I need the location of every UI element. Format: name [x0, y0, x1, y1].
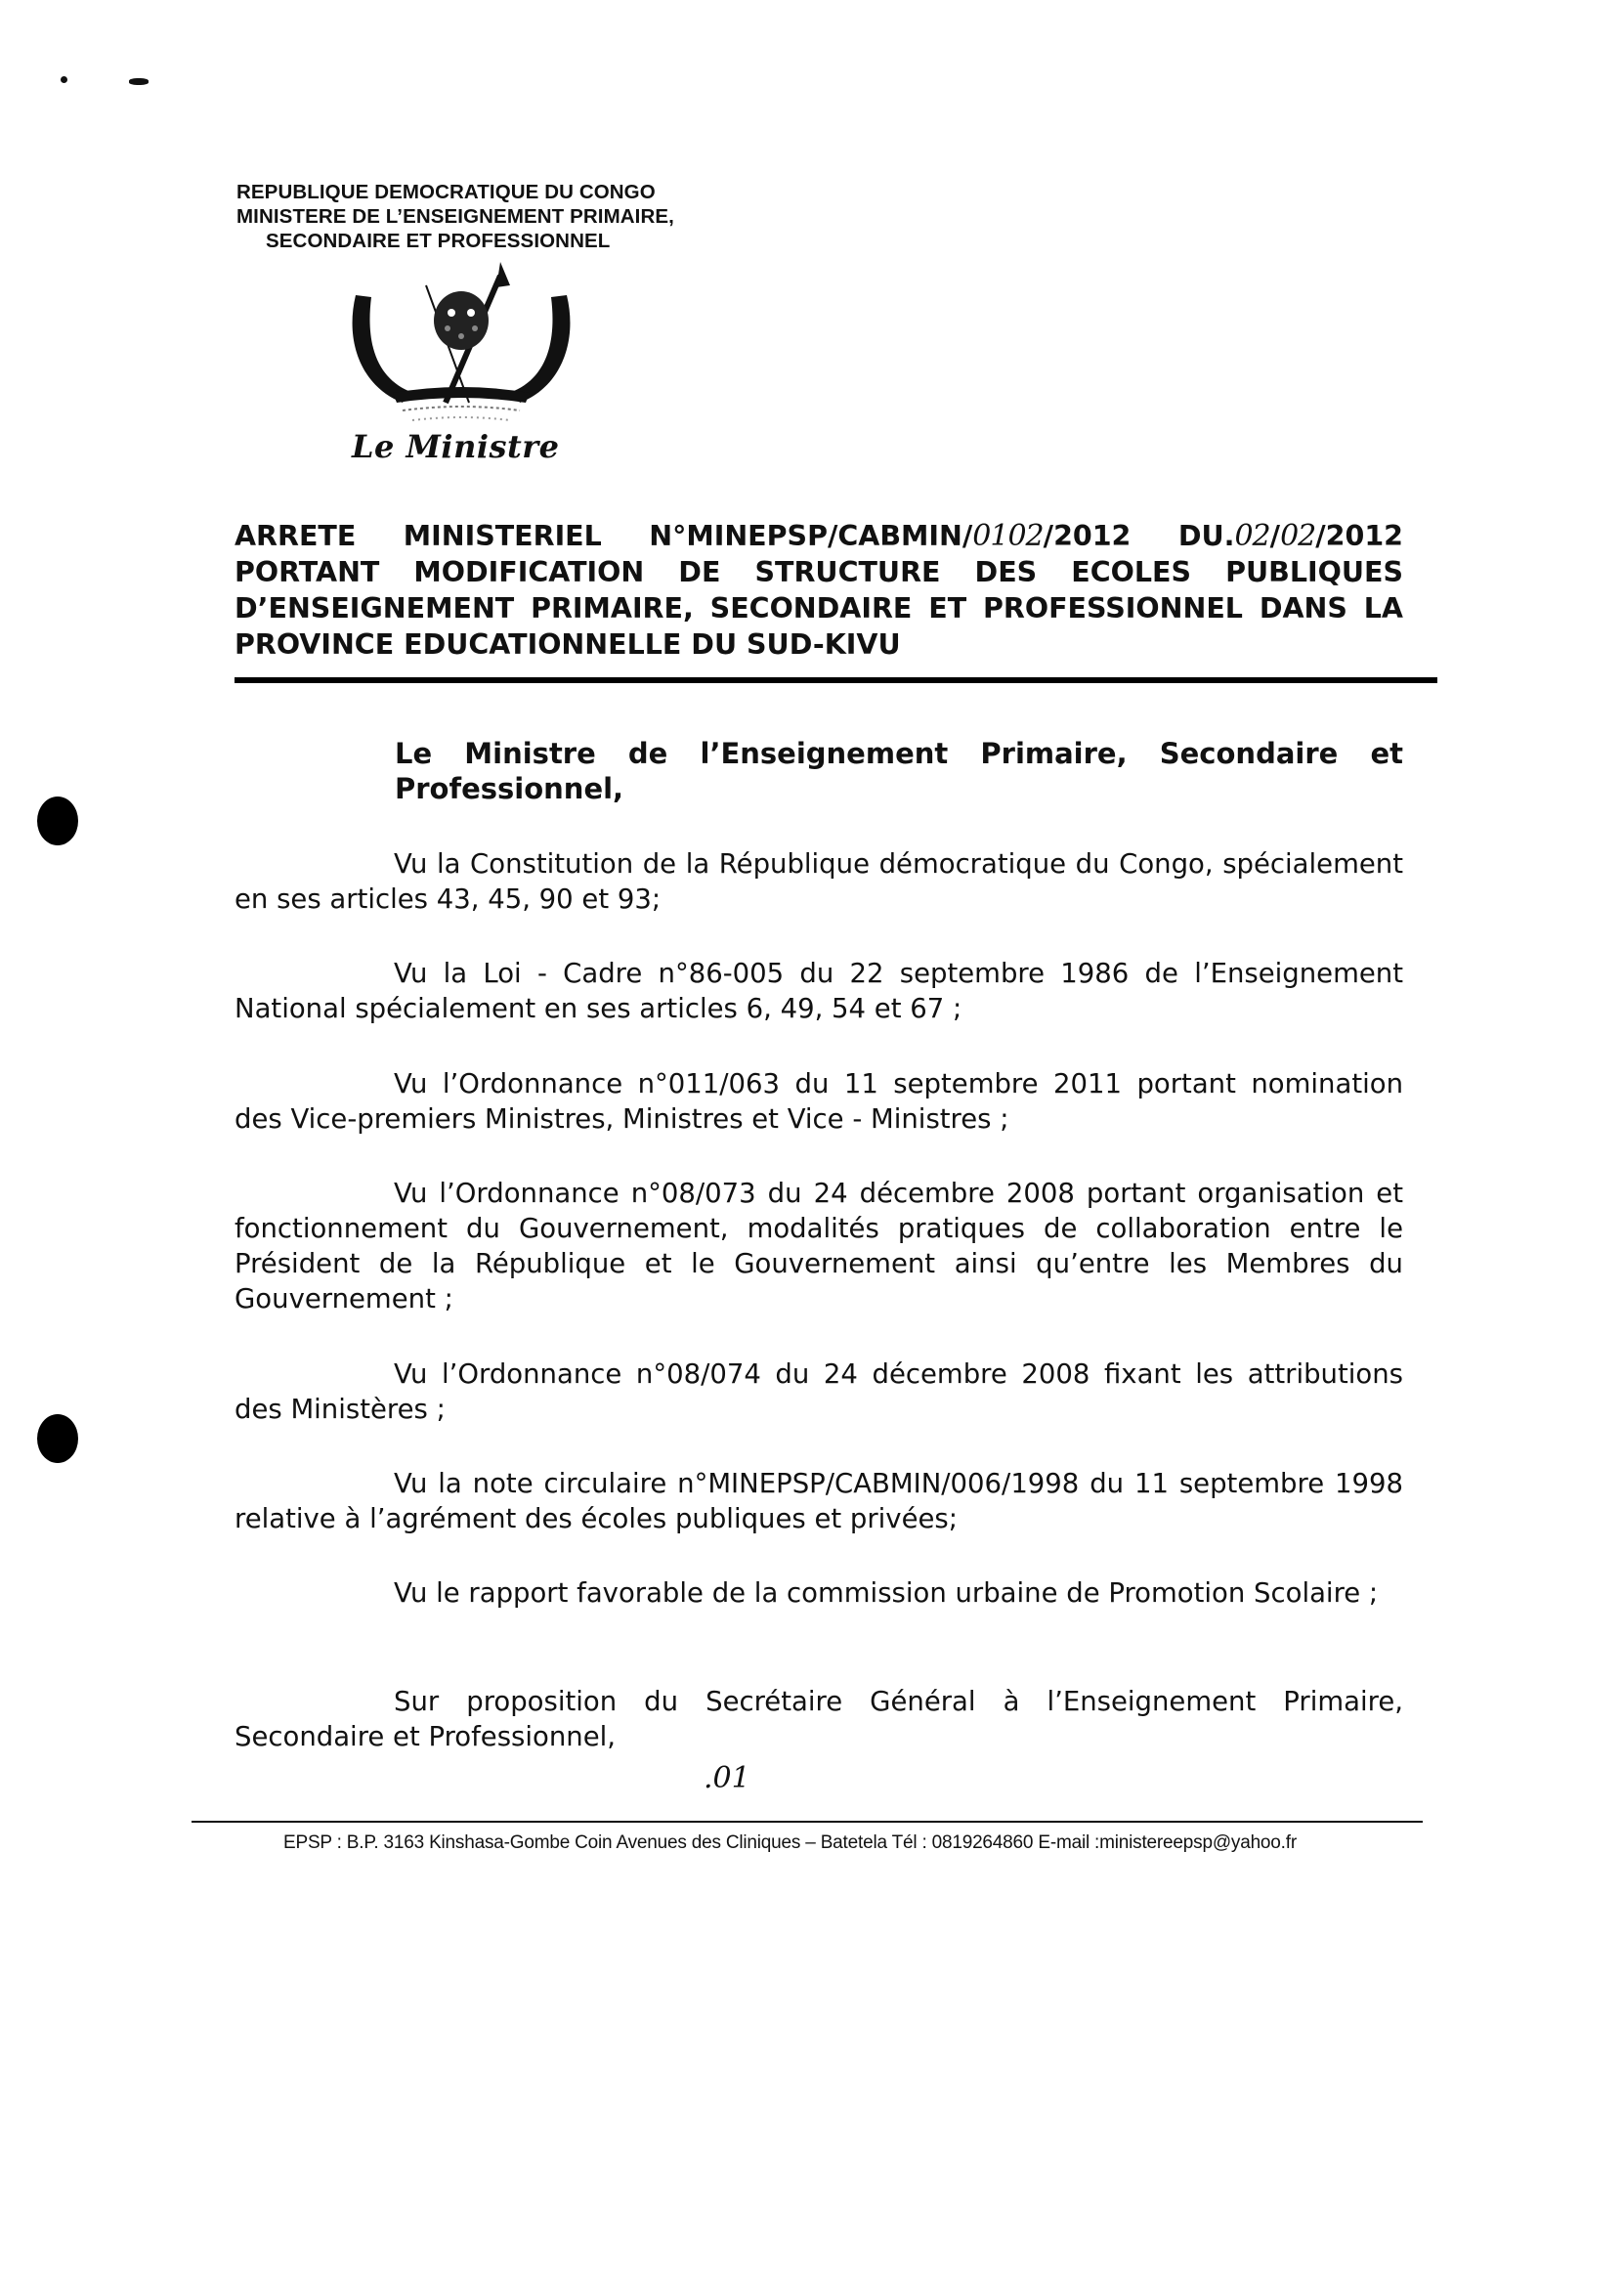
- consideration-paragraph: Sur proposition du Secrétaire Général à l’Enseignement Primaire, Secondaire et Professionnel,: [235, 1686, 1403, 1752]
- consideration-paragraph: Vu la note circulaire n°MINEPSP/CABMIN/006/1998 du 11 septembre 1998 relative à l’agrément des écoles publiques et privées;: [235, 1468, 1403, 1534]
- consideration-paragraph: Vu l’Ordonnance n°08/074 du 24 décembre 2008 fixant les attributions des Ministères ;: [235, 1358, 1403, 1425]
- consideration-paragraph: Vu le rapport favorable de la commission urbaine de Promotion Scolaire ;: [394, 1577, 1379, 1609]
- decree-title-line-3: D’ENSEIGNEMENT PRIMAIRE, SECONDAIRE ET PROFESSIONNEL DANS LA: [235, 592, 1403, 625]
- consideration-paragraph: Vu la Loi - Cadre n°86-005 du 22 septembre 1986 de l’Enseignement National spécialement en ses articles 6, 49, 54 et 67 ;: [235, 958, 1403, 1024]
- document-header: [236, 180, 674, 253]
- header-ministry-cont: SECONDAIRE ET PROFESSIONNEL: [266, 230, 611, 252]
- minister-intro: Le Ministre de l’Enseignement Primaire, Secondaire et Professionnel,: [395, 737, 1403, 805]
- title-rule: [235, 677, 1437, 683]
- decree-title: [235, 518, 1403, 663]
- scan-speck: [129, 78, 149, 85]
- decree-title-line-4: PROVINCE EDUCATIONNELLE DU SUD-KIVU: [235, 628, 901, 661]
- consideration-paragraph: Vu l’Ordonnance n°011/063 du 11 septembre 2011 portant nomination des Vice-premiers Ministres, Ministres et Vice - Ministres ;: [235, 1068, 1403, 1135]
- scan-speck: [61, 76, 67, 83]
- signatory-title: Le Ministre: [352, 428, 560, 465]
- handwritten-day: 02: [1234, 519, 1270, 553]
- decree-title-line-1: ARRETE MINISTERIEL N°MINEPSP/CABMIN/0102/2012 DU.02/02/2012: [235, 519, 1403, 553]
- footer-rule: [192, 1821, 1423, 1823]
- header-country: REPUBLIQUE DEMOCRATIQUE DU CONGO: [236, 181, 656, 203]
- footer-address: EPSP : B.P. 3163 Kinshasa-Gombe Coin Avenues des Cliniques – Batetela Tél : 0819264860 E-mail :ministereepsp@yahoo.fr: [283, 1832, 1297, 1853]
- page-number-mark: .01: [704, 1761, 750, 1795]
- decree-title-line-2: PORTANT MODIFICATION DE STRUCTURE DES ECOLES PUBLIQUES: [235, 556, 1403, 588]
- punch-hole: [37, 797, 78, 845]
- consideration-paragraph: Vu la Constitution de la République démocratique du Congo, spécialement en ses articles 43, 45, 90 et 93;: [235, 848, 1403, 915]
- consideration-paragraph: Vu l’Ordonnance n°08/073 du 24 décembre 2008 portant organisation et fonctionnement du Gouvernement, modalités pratiques de collaboration entre le Président de la République et le Gouvernement ainsi qu’entre les Membres du Gouvernement ;: [235, 1178, 1403, 1314]
- coat-of-arms-icon: [344, 256, 578, 432]
- header-ministry: MINISTERE DE L’ENSEIGNEMENT PRIMAIRE,: [236, 205, 674, 228]
- punch-hole: [37, 1414, 78, 1463]
- handwritten-number: 0102: [972, 519, 1044, 553]
- handwritten-month: 02: [1280, 519, 1316, 553]
